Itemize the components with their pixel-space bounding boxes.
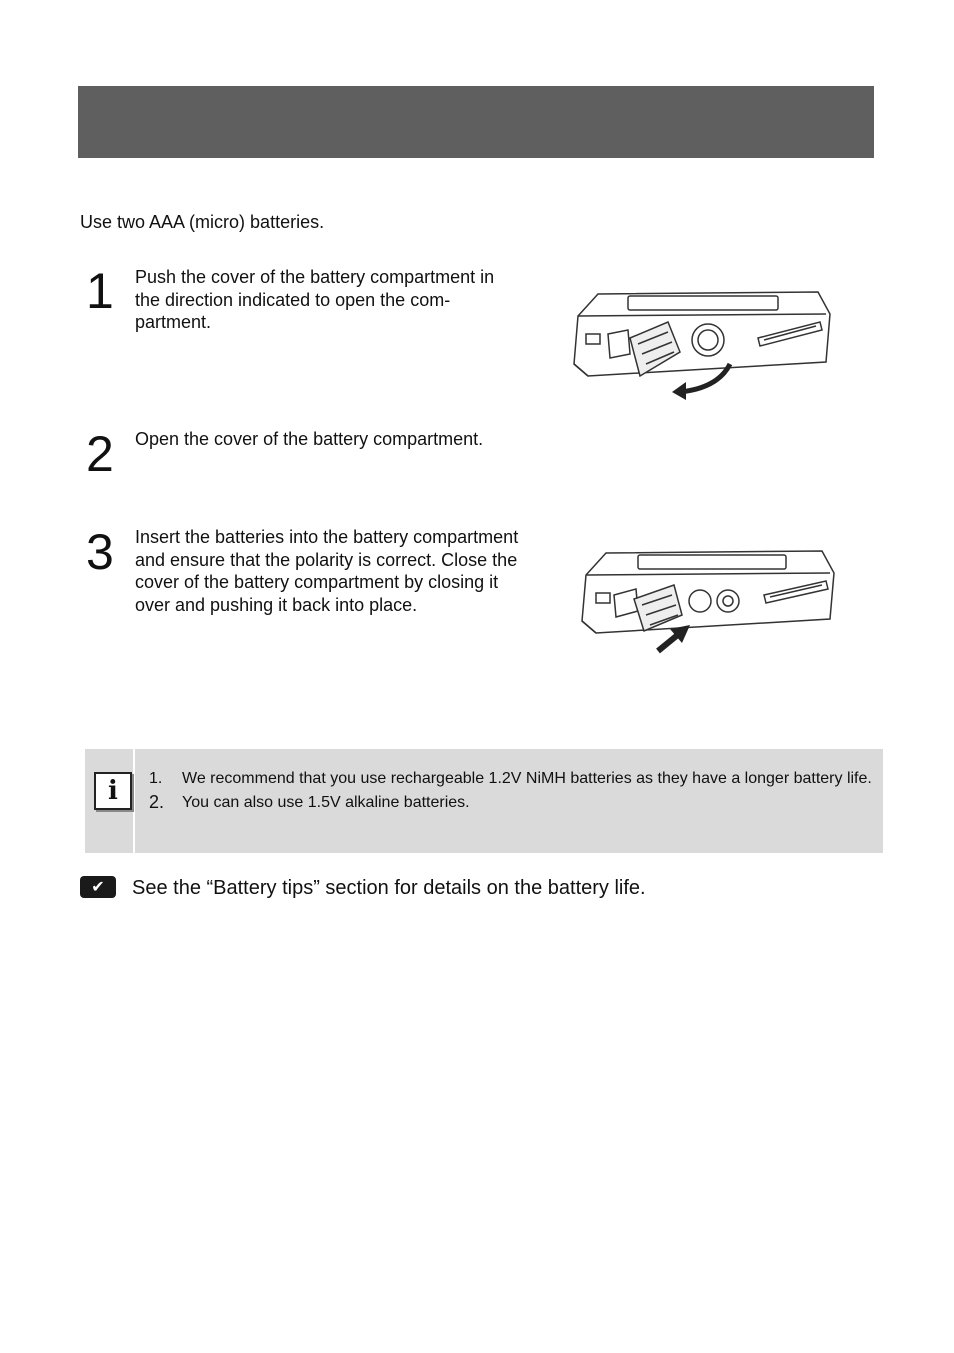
- step-2-number: 2: [86, 426, 114, 482]
- note-item-1: [149, 768, 879, 789]
- step-1-text: Push the cover of the battery compartment in the direction indicated to open the com-partment.: [135, 267, 495, 333]
- note-number: 1.: [149, 770, 163, 787]
- note-number: 2.: [149, 792, 165, 812]
- step-3-text: Insert the batteries into the battery compartment and ensure that the polarity is correct. Close the cover of the battery compartment by closing it over and pushing it back into place.: [135, 527, 519, 615]
- section-header-bar: [78, 86, 874, 158]
- step-1-number: 1: [86, 263, 114, 319]
- intro-text: Use two AAA (micro) batteries.: [80, 212, 325, 232]
- info-icon-cell: [85, 749, 135, 853]
- camera-insert-batteries-illustration: [578, 545, 840, 663]
- step-2-text: Open the cover of the battery compartment.: [135, 429, 484, 449]
- info-icon: i: [94, 772, 132, 810]
- note-text: You can also use 1.5V alkaline batteries.: [182, 794, 470, 811]
- note-text: We recommend that you use rechargeable 1.2V NiMH batteries as they have a longer battery life.: [182, 770, 872, 787]
- note-item-2: [149, 792, 879, 813]
- step-3-number: 3: [86, 524, 114, 580]
- camera-open-compartment-illustration: [568, 284, 838, 404]
- tip-text: See the “Battery tips” section for details on the battery life.: [132, 877, 646, 899]
- checkmark-icon: ✔: [80, 876, 116, 898]
- info-note-box: [85, 749, 883, 853]
- note-list: [149, 768, 879, 813]
